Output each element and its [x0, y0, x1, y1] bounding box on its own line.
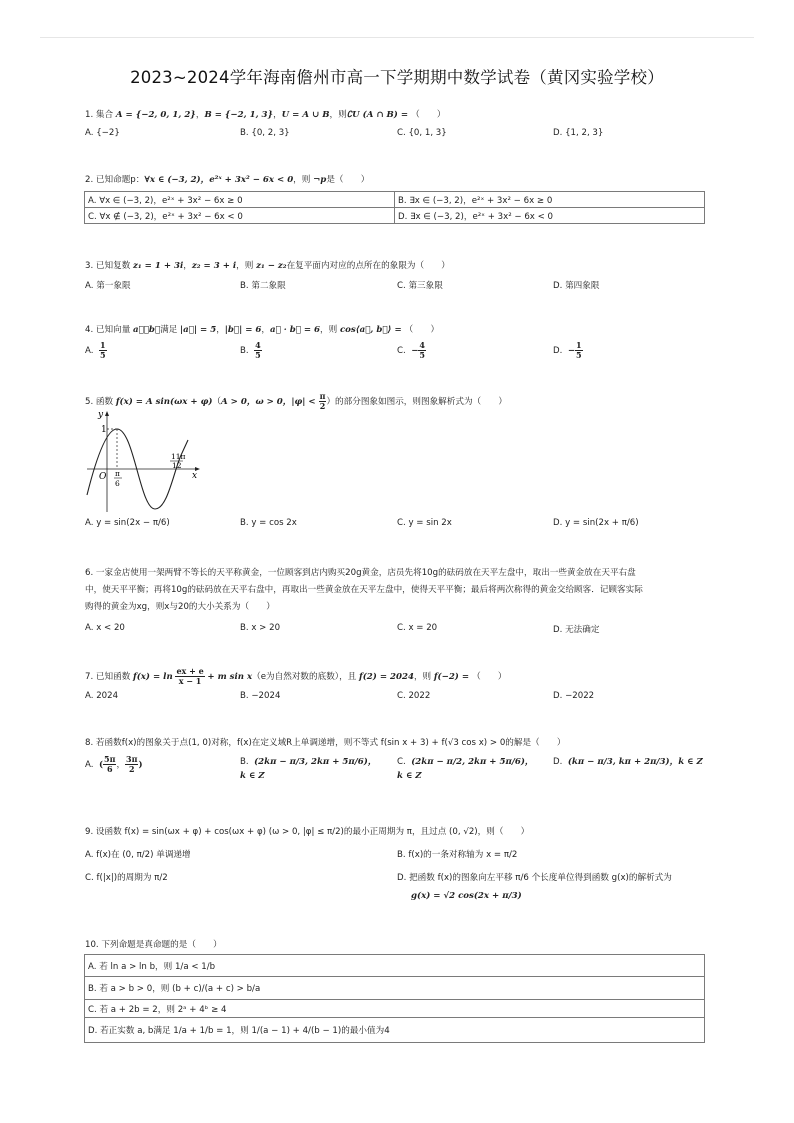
question-4: [85, 324, 705, 337]
q7-option-c[interactable]: C. 2022: [397, 691, 431, 701]
q4-sep: ，: [261, 325, 270, 335]
option-label: A.: [85, 760, 94, 770]
numerator: 5π: [104, 754, 116, 764]
q7-option-d[interactable]: D. −2022: [553, 691, 595, 701]
q2-options-table: [84, 191, 705, 224]
q2-option-b[interactable]: B. ∃x ∈ (−3, 2)，e²ˣ + 3x² − 6x ≥ 0: [395, 192, 705, 208]
q3-option-a[interactable]: A. 第一象限: [85, 281, 131, 291]
q1-stem: 1. 集合: [85, 110, 116, 120]
q2-option-a[interactable]: A. ∀x ∈ (−3, 2)，e²ˣ + 3x² − 6x ≥ 0: [85, 192, 395, 208]
q7-stem-end: （ ）: [472, 672, 507, 682]
q5-option-d[interactable]: D. y = sin(2x + π/6): [553, 518, 639, 528]
option-label: C.: [397, 346, 406, 356]
q5-math: A > 0，ω > 0，|φ| <: [221, 397, 319, 407]
q8-option-a[interactable]: [85, 755, 143, 774]
option-math: (2kπ − π/3, 2kπ + 5π/6)，: [254, 757, 377, 767]
origin-label: O: [99, 472, 107, 482]
x-tick-denominator: 6: [115, 479, 120, 488]
q6-stem-line: 购得的黄金为xg，则x与20的大小关系为（ ）: [85, 602, 275, 612]
fraction: [125, 755, 138, 774]
q1-math: ∁U (A ∩ B) =: [346, 110, 412, 120]
q4-option-a[interactable]: [85, 341, 107, 360]
q8-option-c[interactable]: [397, 755, 534, 783]
q1-option-a[interactable]: A. {−2}: [85, 128, 120, 138]
denominator: 6: [106, 764, 113, 774]
q7-math: f(2) = 2024: [359, 672, 414, 682]
q3-stem: ，则: [236, 261, 257, 271]
q6-options: [85, 623, 705, 637]
numerator: 1: [99, 340, 106, 350]
q8-option-b[interactable]: [240, 755, 376, 783]
q9-option-b[interactable]: B. f(x)的一条对称轴为 x = π/2: [397, 850, 518, 860]
q6-option-b[interactable]: B. x > 20: [240, 623, 281, 633]
q7-math: + m sin x: [207, 672, 253, 682]
numerator: 4: [255, 340, 261, 350]
denominator: 5: [255, 350, 261, 360]
q1-option-c[interactable]: C. {0, 1, 3}: [397, 128, 447, 138]
fraction: [175, 667, 204, 686]
q10-option-d[interactable]: D. 若正实数 a, b满足 1/a + 1/b = 1，则 1/(a − 1) + 4/(b − 1)的最小值为4: [85, 1018, 705, 1043]
q3-sep: ，: [183, 261, 192, 271]
q3-stem: 3. 已知复数: [85, 261, 134, 271]
option-label: D.: [553, 757, 563, 767]
q3-option-b[interactable]: B. 第二象限: [240, 281, 286, 291]
q4-math: cos⟨a⃗, b⃗⟩ =: [339, 325, 405, 335]
q3-math: z₁ − z₂: [256, 261, 287, 271]
q4-stem: 4. 已知向量: [85, 325, 134, 335]
q1-stem-end: （ ）: [411, 110, 446, 120]
denominator: 5: [576, 350, 582, 360]
q4-stem-end: （ ）: [404, 325, 440, 335]
question-1: [85, 109, 705, 122]
fraction: [418, 341, 426, 360]
question-2: [85, 174, 705, 187]
q3-math: z₂ = 3 + i: [191, 261, 237, 271]
numerator: 4: [419, 340, 425, 350]
q9-option-d-line: D. 把函数 f(x)的图象向左平移 π/6 个长度单位得到函数 g(x)的解析式为: [397, 873, 672, 883]
q6-option-a[interactable]: A. x < 20: [85, 623, 125, 633]
x-tick-numerator: π: [115, 469, 120, 478]
q3-math: z₁ = 1 + 3i: [133, 261, 184, 271]
option-math: k ∈ Z: [397, 771, 422, 781]
numerator: π: [319, 391, 326, 401]
option-label: B.: [240, 757, 249, 767]
q3-option-c[interactable]: C. 第三象限: [397, 281, 443, 291]
q9-option-d-line: g(x) = √2 cos(2x + π/3): [411, 891, 522, 901]
denominator: 5: [99, 350, 106, 360]
fraction: [254, 341, 262, 360]
comma: ，: [116, 760, 126, 770]
q7-math: f(−2) =: [433, 672, 473, 682]
question-6: [85, 565, 710, 616]
x-axis-label: x: [192, 471, 198, 481]
q2-option-d[interactable]: D. ∃x ∈ (−3, 2)，e²ˣ + 3x² − 6x < 0: [395, 208, 705, 224]
paren: ): [138, 760, 143, 770]
numerator: 3π: [126, 754, 138, 764]
option-label: A.: [85, 346, 94, 356]
q2-stem-end: 是（ ）: [326, 175, 370, 185]
q2-stem: 2. 已知命题p：: [85, 175, 145, 185]
q9-options: [85, 848, 705, 918]
option-math: k ∈ Z: [240, 771, 265, 781]
q6-option-d[interactable]: D. 无法确定: [553, 625, 600, 635]
q5-stem: 5. 函数: [85, 397, 116, 407]
q2-option-c[interactable]: C. ∀x ∉ (−3, 2)，e²ˣ + 3x² − 6x < 0: [85, 208, 395, 224]
q1-sep: ，: [273, 110, 282, 120]
fraction: [575, 341, 583, 360]
denominator: x − 1: [178, 676, 202, 686]
q1-math: U = A ∪ B: [281, 110, 330, 120]
q7-options: [85, 691, 705, 705]
q4-math: |b⃗| = 6: [224, 325, 262, 335]
fraction: [99, 341, 107, 360]
q5-stem: （: [212, 397, 222, 407]
q4-option-b[interactable]: [240, 341, 262, 360]
q2-math: ∀x ∈ (−3, 2)，e²ˣ + 3x² − 6x < 0: [144, 175, 294, 185]
denominator: 2: [128, 764, 135, 774]
q8-options: [85, 755, 705, 795]
q1-option-d[interactable]: D. {1, 2, 3}: [553, 128, 604, 138]
option-math: (kπ − π/3, kπ + 2π/3)，k ∈ Z: [567, 757, 703, 767]
x-tick-numerator: 11π: [171, 452, 186, 461]
q7-stem: 7. 已知函数: [85, 672, 134, 682]
q4-math: a⃗ · b⃗ = 6: [270, 325, 321, 335]
q1-math: B = {−2, 1, 3}: [204, 110, 274, 120]
q3-options: [85, 279, 705, 293]
question-7: [85, 667, 705, 686]
q7-option-b[interactable]: B. −2024: [240, 691, 281, 701]
sign: −: [567, 346, 576, 356]
q3-stem-end: 在复平面内对应的点所在的象限为（ ）: [286, 261, 450, 271]
q6-stem-line: 中，使天平平衡；再将10g的砝码放在天平右盘中，再取出一些黄金放在天平左盘中，使得天平平衡；最后将两次称得的黄金交给顾客．记顾客实际: [85, 585, 643, 595]
q10-option-c[interactable]: C. 若 a + 2b = 2，则 2ᵃ + 4ᵇ ≥ 4: [85, 1000, 705, 1018]
fraction: [103, 755, 116, 774]
q9-option-c[interactable]: C. f(|x|)的周期为 π/2: [85, 873, 168, 883]
q4-math: |a⃗| = 5: [180, 325, 217, 335]
option-label: B.: [240, 346, 249, 356]
q1-math: A = {−2, 0, 1, 2}: [115, 110, 196, 120]
q4-sep: ，: [216, 325, 225, 335]
q6-option-c[interactable]: C. x = 20: [397, 623, 438, 633]
question-8: 8. 若函数f(x)的图象关于点(1, 0)对称，f(x)在定义域R上单调递增，则不等式 f(sin x + 3) + f(√3 cos x) > 0的解是（ ）: [85, 738, 566, 748]
q1-option-b[interactable]: B. {0, 2, 3}: [240, 128, 290, 138]
q7-math: f(x) = ln: [133, 672, 173, 682]
q7-option-a[interactable]: A. 2024: [85, 691, 119, 701]
y-axis-arrow: [105, 411, 109, 416]
q4-option-c[interactable]: [397, 341, 426, 360]
q5-sine-graph: [84, 408, 204, 516]
y-tick-label: 1: [101, 425, 107, 435]
q7-stem: ，则: [413, 672, 434, 682]
q5-option-c[interactable]: C. y = sin 2x: [397, 518, 452, 528]
q4-math: a⃗，b⃗: [133, 325, 161, 335]
y-axis-label: y: [98, 410, 104, 420]
q2-stem: ，则: [293, 175, 314, 185]
numerator: 1: [576, 340, 582, 350]
q8-option-d[interactable]: [553, 755, 703, 767]
paren: (: [98, 760, 104, 770]
q5-options: [85, 518, 705, 532]
header-divider: [40, 37, 754, 38]
q4-stem: 满足: [160, 325, 181, 335]
option-label: C.: [397, 757, 406, 767]
denominator: 5: [419, 350, 425, 360]
q10-option-a[interactable]: A. 若 ln a > ln b，则 1/a < 1/b: [85, 955, 705, 977]
option-math: (2kπ − π/2, 2kπ + 5π/6)，: [411, 757, 534, 767]
q9-option-d[interactable]: [397, 871, 707, 901]
q5-math: f(x) = A sin(ωx + φ): [115, 397, 213, 407]
q9-option-a[interactable]: A. f(x)在 (0, π/2) 单调递增: [85, 850, 191, 860]
q1-sep: ，: [195, 110, 205, 120]
q2-math: ¬p: [313, 175, 327, 185]
q4-option-d[interactable]: [553, 341, 583, 360]
numerator: ex + e: [176, 666, 204, 676]
q1-sep: ，则: [329, 110, 347, 120]
q10-option-b[interactable]: B. 若 a > b > 0，则 (b + c)/(a + c) > b/a: [85, 977, 705, 1000]
denominator: 2: [319, 401, 326, 411]
sign: −: [411, 346, 419, 356]
q5-stem-end: ）的部分图象如图示，则图象解析式为（ ）: [326, 397, 507, 407]
page-title: 2023~2024学年海南儋州市高一下学期期中数学试卷（黄冈实验学校）: [130, 68, 664, 87]
question-9: 9. 设函数 f(x) = sin(ωx + φ) + cos(ωx + φ) (ω > 0, |φ| ≤ π/2)的最小正周期为 π，且过点 (0, √2)，则（ ）: [85, 827, 530, 837]
q10-options-table: [84, 954, 705, 1043]
x-tick-denominator: 12: [172, 461, 182, 470]
q4-options: [85, 341, 705, 367]
q4-stem: ，则: [320, 325, 340, 335]
option-label: D.: [553, 346, 563, 356]
q6-stem-line: 6. 一家金店使用一架两臂不等长的天平称黄金，一位顾客到店内购买20g黄金，店员先将10g的砝码放在天平左盘中，取出一些黄金放在天平右盘: [85, 568, 636, 578]
question-10: 10. 下列命题是真命题的是（ ）: [85, 940, 222, 950]
q3-option-d[interactable]: D. 第四象限: [553, 281, 600, 291]
question-3: [85, 260, 705, 273]
q5-option-b[interactable]: B. y = cos 2x: [240, 518, 297, 528]
q1-options: [85, 128, 705, 142]
q7-stem: （e为自然对数的底数），且: [252, 672, 360, 682]
q5-option-a[interactable]: A. y = sin(2x − π/6): [85, 518, 170, 528]
